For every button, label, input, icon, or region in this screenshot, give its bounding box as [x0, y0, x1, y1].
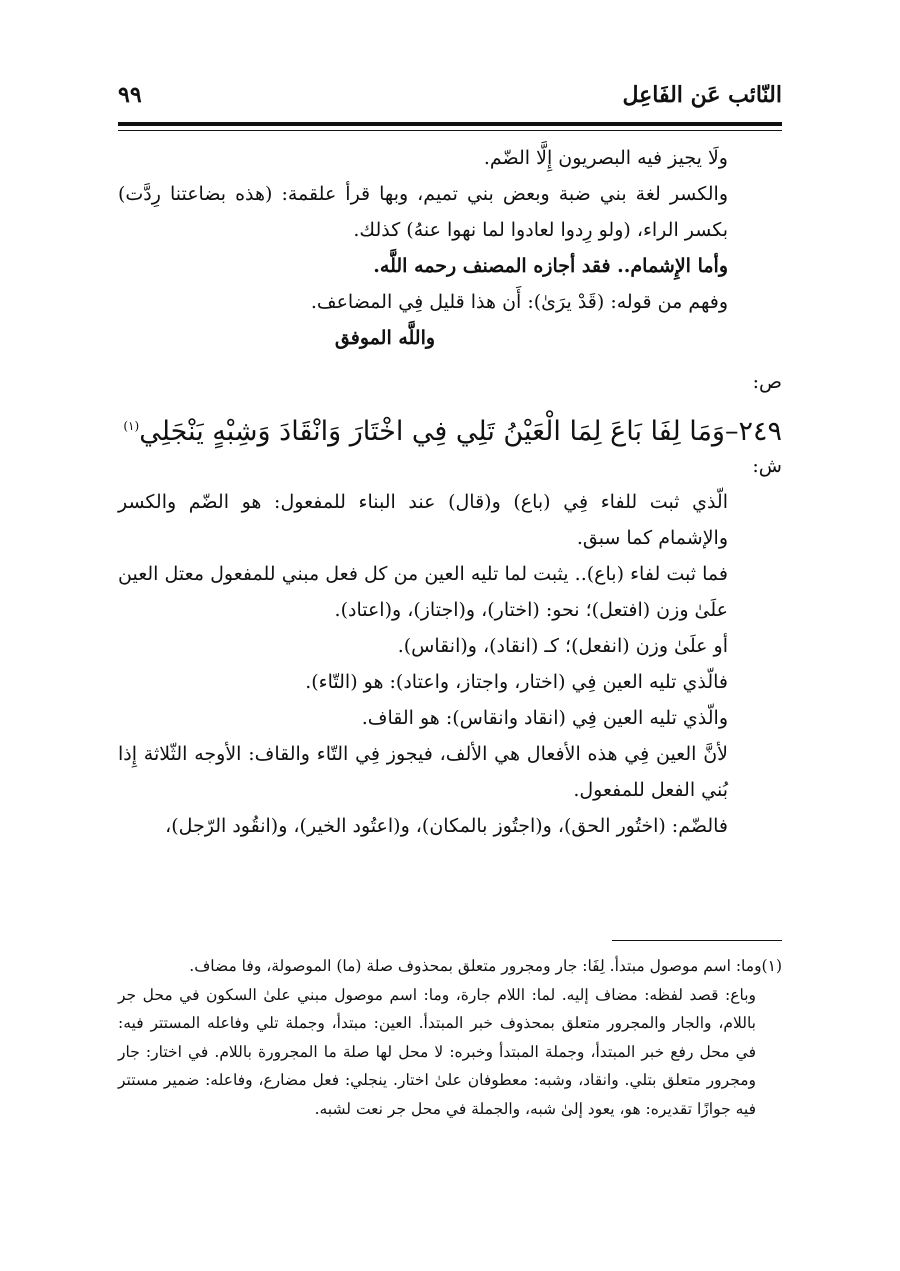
paragraph: ولَا يجيز فيه البصريون إِلَّا الضّم. [483, 147, 728, 169]
paragraph: أو علَىٰ وزن (انفعل)؛ كـ (انقاد)، و(انقاس). [397, 635, 728, 657]
page-number: ٩٩ [118, 82, 142, 108]
paragraph: والكسر لغة بني ضبة وبعض بني تميم، وبها قرأ علقمة: (هذه بضاعتنا رِدَّت) بكسر الراء، (ولو رِدوا لعادوا لما نهوا عنهُ) كذلك. [118, 183, 728, 241]
chapter-title: النّائب عَن الفَاعِل [622, 82, 782, 108]
paragraph: وأما الإِشمام.. فقد أجازه المصنف رحمه اللَّه. [373, 255, 728, 277]
footnote [118, 952, 782, 1123]
closing-phrase: واللَّه الموفق [334, 327, 436, 349]
verse-text: ٢٤٩–وَمَا لِفَا بَاعَ لِمَا الْعَيْنُ تَلِي فِي اخْتَارَ وَانْقَادَ وَشِبْهٍ يَنْجَلِي [139, 416, 782, 447]
main-text [118, 140, 782, 844]
label-sad: ص: [752, 371, 782, 393]
footnote-separator [612, 940, 782, 941]
paragraph: والّذي تليه العين فِي (انقاد وانقاس): هو القاف. [361, 707, 728, 729]
footnote-body: وباع: قصد لفظه: مضاف إليه. لما: اللام جارة، وما: اسم موصول مبني علىٰ السكون في محل جر باللام، والجار والمجرور متعلق بمحذوف خبر المبتدأ. العين: مبتدأ، وجملة تلي وفاعله المستتر فيه: في محل رفع خبر المبتدأ، وجملة المبتدأ وخبره: لا محل لها صلة ما المجرورة باللام. في اختار: جار ومجرور متعلق بتلي. وانقاد، وشبه: معطوفان علىٰ اختار. ينجلي: فعل مضارع، وفاعله: ضمير مستتر فيه جوازًا تقديره: هو، يعود إلىٰ شبه، والجملة في محل جر نعت لشبه. [118, 985, 756, 1118]
footnote-ref[interactable]: (١) [123, 419, 140, 433]
verse-249 [118, 402, 782, 456]
header-rule-thin [118, 130, 782, 131]
paragraph: فالضّم: (اختُور الحق)، و(اجتُوز بالمكان)، و(اعتُود الخير)، و(انقُود الرّجل)، [165, 815, 728, 837]
paragraph: لأنَّ العين فِي هذه الأفعال هي الألف، فيجوز فِي التّاء والقاف: الأوجه الثّلاثة إِذا بُني الفعل للمفعول. [118, 743, 728, 801]
paragraph: وفهم من قوله: (قَدْ يرَىٰ): أَن هذا قليل فِي المضاعف. [310, 291, 728, 313]
footnote-line: (١)وما: اسم موصول مبتدأ. لِفَا: جار ومجرور متعلق بمحذوف صلة (ما) الموصولة، وفا مضاف. [189, 957, 782, 975]
paragraph: الّذي ثبت للفاء فِي (باع) و(قال) عند البناء للمفعول: هو الضّم والكسر والإشمام كما سبق. [118, 491, 728, 549]
paragraph: فالّذي تليه العين فِي (اختار، واجتاز، واعتاد): هو (التّاء). [305, 671, 728, 693]
header-rule-thick [118, 122, 782, 126]
label-shin: ش: [752, 455, 782, 477]
page-header [118, 82, 782, 114]
paragraph: فما ثبت لفاء (باع).. يثبت لما تليه العين من كل فعل مبني للمفعول معتل العين علَىٰ وزن (افتعل)؛ نحو: (اختار)، و(اجتاز)، و(اعتاد). [118, 563, 728, 621]
